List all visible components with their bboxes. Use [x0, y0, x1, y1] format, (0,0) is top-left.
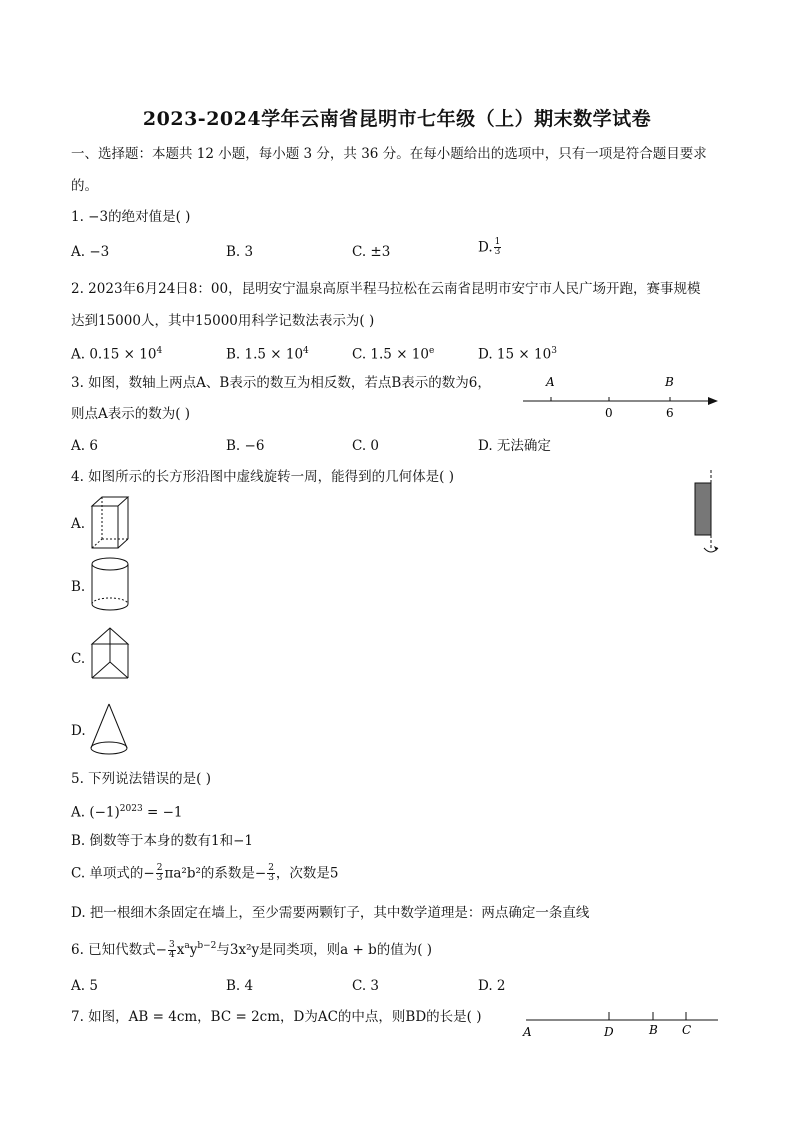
q5-stem: 5. 下列说法错误的是( ) — [71, 771, 211, 787]
q7-label-c: C — [682, 1023, 692, 1037]
q3-option-d: D. 无法确定 — [478, 438, 551, 454]
q5-option-c: C. 单项式的− $\frac{2}{3}$ πa²b²的系数是− $\frac{2}{3}$ ，次数是5 — [71, 863, 339, 883]
q4-option-c-triangular-prism-icon — [90, 626, 132, 682]
q3-label-b: B — [665, 375, 674, 389]
q3-option-c: C. 0 — [352, 438, 380, 454]
q6-option-c: C. 3 — [352, 978, 380, 994]
q6-option-a: A. 5 — [71, 978, 98, 994]
q3-option-a: A. 6 — [71, 438, 98, 454]
q3-option-b: B. −6 — [226, 438, 265, 454]
q5-option-b: B. 倒数等于本身的数有1和−1 — [71, 833, 253, 849]
q7-segment-figure — [518, 1008, 723, 1042]
q6-option-b: B. 4 — [226, 978, 254, 994]
q4-option-a-prism-icon — [90, 494, 132, 552]
q4-option-a: A. — [71, 516, 86, 532]
q7-label-b: B — [649, 1023, 658, 1037]
q3-stem-line2: 则点A表示的数为( ) — [71, 406, 191, 422]
page-title: 2023-2024学年云南省昆明市七年级（上）期末数学试卷 — [142, 108, 652, 130]
q1-option-c: C. ±3 — [352, 244, 391, 260]
q4-option-b-cylinder-icon — [90, 555, 132, 613]
q1-option-b: B. 3 — [226, 244, 254, 260]
q3-stem-line1: 3. 如图，数轴上两点A、B表示的数互为相反数，若点B表示的数为6， — [71, 375, 491, 391]
section-instruction-line2: 的。 — [71, 178, 98, 194]
section-instruction-line1: 一、选择题：本题共 12 小题，每小题 3 分，共 36 分。在每小题给出的选项中，只有一项是符合题目要求 — [71, 146, 707, 162]
q7-stem: 7. 如图，AB = 4cm，BC = 2cm，D为AC的中点，则BD的长是( ) — [71, 1009, 482, 1025]
q4-option-d-cone-icon — [88, 702, 130, 758]
q2-option-d: D. $15 \times 10^3$ — [478, 346, 557, 363]
q3-number-line-figure — [518, 370, 723, 422]
q2-stem-line1: 2. 2023年6月24日8：00，昆明安宁温泉高原半程马拉松在云南省昆明市安宁市人民广场开跑，赛事规模 — [71, 281, 701, 297]
q4-rectangle-figure — [690, 468, 724, 558]
q3-tick-6: 6 — [666, 406, 674, 420]
q5-option-d: D. 把一根细木条固定在墙上，至少需要两颗钉子，其中数学道理是：两点确定一条直线 — [71, 905, 590, 921]
q7-label-a: A — [523, 1025, 532, 1039]
q3-label-a: A — [546, 375, 555, 389]
q4-option-b: B. — [71, 579, 86, 595]
q5-option-a: A. $(-1)^{2023} = -1$ — [71, 804, 183, 821]
q4-stem: 4. 如图所示的长方形沿图中虚线旋转一周，能得到的几何体是( ) — [71, 469, 454, 485]
q1-stem: 1. −3的绝对值是( ) — [71, 209, 191, 225]
q2-option-b: B. $1.5 \times 10^4$ — [226, 346, 309, 363]
q3-tick-0: 0 — [605, 406, 613, 420]
q1-option-d: D. $\frac{1}{3}$ — [478, 237, 501, 257]
q4-option-c: C. — [71, 651, 86, 667]
q6-stem: 6. 已知代数式− $\frac{3}{4}$ $x^ay^{b-2}$与3x²y是同类项，则a + b的值为( ) — [71, 939, 433, 960]
q2-option-c: C. $1.5 \times 10^e$ — [352, 346, 435, 363]
q7-label-d: D — [604, 1025, 614, 1039]
q2-option-a: A. $0.15 \times 10^4$ — [71, 346, 163, 363]
q6-option-d: D. 2 — [478, 978, 506, 994]
q2-stem-line2: 达到15000人，其中15000用科学记数法表示为( ) — [71, 313, 375, 329]
q1-option-a: A. −3 — [71, 244, 110, 260]
q4-option-d: D. — [71, 723, 86, 739]
